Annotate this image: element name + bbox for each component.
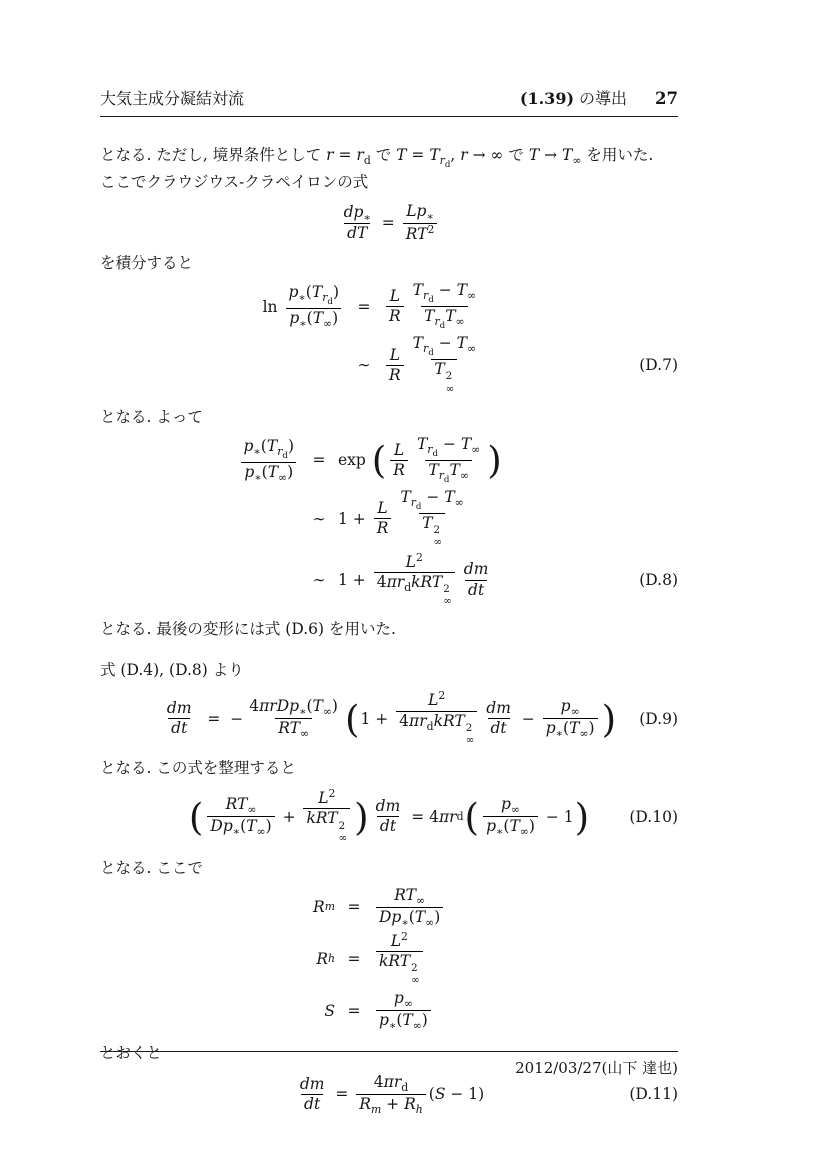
running-head-section xyxy=(520,86,678,109)
paragraph-here: となる. ここで xyxy=(100,858,203,877)
eq-relation: ∼ xyxy=(312,509,326,528)
eq-rhs: $L^2$ kRT 2 ∞ xyxy=(373,932,483,987)
section-title: の導出 xyxy=(579,89,628,108)
page-header xyxy=(100,86,678,117)
section-ref: (1.39) xyxy=(519,89,575,108)
paragraph-from-d4-d8: 式 (D.4), (D.8) より xyxy=(100,661,244,680)
eq-rhs: 1 + L R $T_{r_d} - T_\infty$ T 2 ∞ xyxy=(338,488,464,549)
eq-relation: = xyxy=(312,451,326,470)
eq-relation: = xyxy=(347,1001,361,1020)
page-footer xyxy=(100,1051,678,1078)
eq-relation: ∼ xyxy=(312,571,326,590)
eq-lhs: $p_∗(T_{r_d})$ $p_∗(T_\infty)$ xyxy=(230,438,300,483)
equation-d7-row-2 xyxy=(100,335,678,395)
equation-d8-row-1 xyxy=(100,436,678,485)
eq-rhs: 1 + $L^2$ $4\pi r_dkRT$ 2 ∞ dm dt xyxy=(338,550,489,608)
equation-clausius-clapeyron xyxy=(100,203,678,243)
eq-lhs: ln $p_∗(T_{r_d})$ $p_∗(T_\infty)$ xyxy=(245,284,345,329)
eq-rhs: L R $T_{r_d} - T_\infty$ T 2 ∞ xyxy=(383,335,533,395)
eq-relation: ∼ xyxy=(357,356,371,375)
equation-definitions xyxy=(100,887,678,1031)
paragraph-boundary-conditions: となる. ただし, 境界条件として $r = r_d$ で $T = T_{r_d}$, r → ∞ で $T \to T_\infty$ を用いた. ここでクラウジウス-クラペイロンの式 xyxy=(100,146,654,192)
definition-s xyxy=(100,990,678,1031)
equation-d7-row-1 xyxy=(100,282,678,331)
eq-rhs: $p_\infty$ $p_∗(T_\infty)$ xyxy=(373,990,483,1031)
equation-d11 xyxy=(100,1074,678,1115)
eq-rhs: L R $T_{r_d} - T_\infty$ $T_{r_d}T_\infty$ xyxy=(383,282,533,331)
equation-d7 xyxy=(100,282,678,395)
equation-clausius-clapeyron-body: $dp_∗$ dT = $Lp_∗$ $RT^2$ xyxy=(338,203,441,243)
eq-rhs: exp ( L R $T_{r_d} - T_\infty$ $T_{r_d}T_\infty$ ) xyxy=(338,434,502,486)
eq-lhs: R h xyxy=(316,950,335,969)
equation-number-d9: (D.9) xyxy=(639,709,678,728)
definition-rm xyxy=(100,887,678,928)
definition-rh xyxy=(100,929,678,987)
eq-lhs: S xyxy=(324,1001,335,1020)
paragraph-rearranging: となる. この式を整理すると xyxy=(100,759,296,778)
equation-d11-body: dm dt = $4\pi r_d$ $R_m + R_h$ ( S − 1) xyxy=(299,1073,485,1117)
equation-number-d8: (D.8) xyxy=(639,571,678,590)
eq-relation: = xyxy=(347,898,361,917)
paragraph-used-d6: となる. 最後の変形には式 (D.6) を用いた. xyxy=(100,620,396,639)
equation-d10 xyxy=(100,789,678,844)
paragraph-integrate: を積分すると xyxy=(100,254,194,273)
page-number: 27 xyxy=(655,89,678,108)
running-head-title: 大気主成分凝結対流 xyxy=(100,89,245,108)
eq-relation: = xyxy=(347,950,361,969)
equation-number-d7: (D.7) xyxy=(639,356,678,375)
equation-d8 xyxy=(100,436,678,608)
equation-d10-body: ( $RT_\infty$ $Dp_∗(T_\infty)$ + $L^2$ kRT 2 ∞ ) dm dt = 4 πr d ( $p_\infty$ $p_∗(T_\infty)$ − 1 ) xyxy=(188,787,590,844)
equation-d9 xyxy=(100,691,678,746)
eq-rhs: $RT_\infty$ $Dp_∗(T_\infty)$ xyxy=(373,887,483,928)
paragraph-setting: とおくと xyxy=(100,1044,163,1063)
eq-lhs: R m xyxy=(313,898,335,917)
equation-d8-row-2 xyxy=(100,489,678,549)
equation-d9-body: dm dt = − $4\pi rDp_∗(T_\infty)$ $RT_\infty$ ( 1 + $L^2$ $4\pi r_dkRT$ 2 ∞ dm dt − $p_\infty$ $p_∗(T_\infty)$ ) xyxy=(166,689,617,746)
equation-number-d10: (D.10) xyxy=(629,807,678,826)
page-content xyxy=(100,0,678,1115)
eq-relation: = xyxy=(357,297,371,316)
equation-d8-row-3 xyxy=(100,550,678,608)
equation-number-d11: (D.11) xyxy=(629,1085,678,1104)
paragraph-therefore: となる. よって xyxy=(100,407,203,426)
footer-credit: 2012/03/27(山下 達也) xyxy=(515,1059,678,1077)
